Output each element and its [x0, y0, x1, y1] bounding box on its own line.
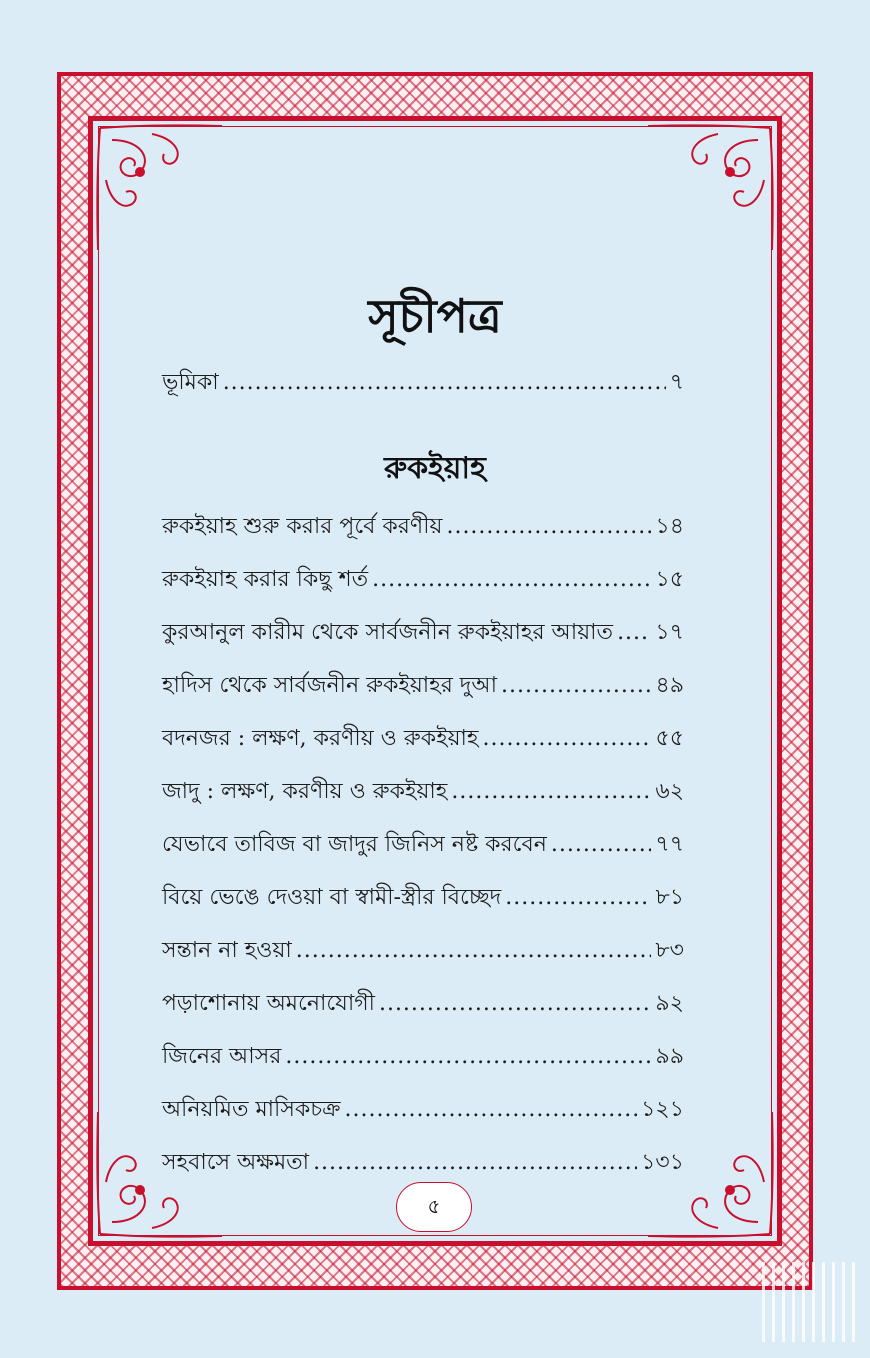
toc-entry — [162, 1095, 684, 1125]
toc-entry-title: হাদিস থেকে সার্বজনীন রুকইয়াহর দুআ — [162, 673, 498, 698]
toc-entry — [162, 777, 684, 807]
toc-entry-title: সন্তান না হওয়া — [162, 938, 292, 963]
toc-entry-title: রুকইয়াহ শুরু করার পূর্বে করণীয় — [162, 514, 443, 539]
toc-entry-title: জিনের আসর — [162, 1044, 282, 1069]
toc-leader-dots — [296, 936, 652, 966]
toc-entry-page: ১৭ — [655, 620, 684, 645]
toc-entry-title: জাদু : লক্ষণ, করণীয় ও রুকইয়াহ — [162, 779, 448, 804]
toc-entry-page: ১৫ — [655, 567, 684, 592]
corner-flourish-icon — [638, 120, 778, 260]
toc-entry — [162, 1148, 684, 1178]
page-title: সূচীপত্র — [368, 289, 502, 343]
toc-entry — [162, 671, 684, 701]
toc-entry-title: যেভাবে তাবিজ বা জাদুর জিনিস নষ্ট করবেন — [162, 832, 547, 857]
toc-entry-title: কুরআনুল কারীম থেকে সার্বজনীন রুকইয়াহর আয়াত — [162, 620, 614, 645]
toc-leader-dots — [551, 830, 652, 860]
toc-entry-title: বদনজর : লক্ষণ, করণীয় ও রুকইয়াহ — [162, 726, 479, 751]
toc-entry — [162, 724, 684, 754]
toc-entry-page: ৮১ — [655, 885, 684, 910]
toc-entry-page: ৯২ — [655, 991, 684, 1016]
toc-entry-page: ১৪ — [655, 514, 684, 539]
toc-entry-page: ৯৯ — [655, 1044, 684, 1069]
toc-entry — [162, 936, 684, 966]
section-title: রুকইয়াহ — [384, 451, 486, 486]
toc-entry-title: ভূমিকা — [162, 370, 219, 395]
scan-artifact — [762, 1262, 862, 1342]
toc-leader-dots — [285, 1042, 651, 1072]
toc-entry — [162, 512, 684, 542]
toc-entry-intro — [162, 368, 684, 398]
toc-entry — [162, 989, 684, 1019]
toc-entry-title: রুকইয়াহ করার কিছু শর্ত — [162, 567, 369, 592]
toc-leader-dots — [482, 724, 651, 754]
toc-leader-dots — [223, 368, 666, 398]
toc-entry-page: ৬২ — [655, 779, 684, 804]
toc-entry — [162, 565, 684, 595]
toc-entry-page: ৮৩ — [655, 938, 684, 963]
toc-entry — [162, 883, 684, 913]
toc-leader-dots — [501, 671, 651, 701]
toc-leader-dots — [379, 989, 651, 1019]
toc-entry — [162, 1042, 684, 1072]
toc-leader-dots — [451, 777, 651, 807]
toc-entry-page: ৪৯ — [655, 673, 684, 698]
toc-entry-title: সহবাসে অক্ষমতা — [162, 1150, 310, 1175]
toc-entry-title: বিয়ে ভেঙে দেওয়া বা স্বামী-স্ত্রীর বিচ্ছেদ — [162, 885, 502, 910]
page-number: ৫ — [396, 1182, 472, 1232]
toc-entry-page: ৭ — [669, 370, 684, 395]
toc-entry-page: ১৩১ — [641, 1150, 684, 1175]
toc-leader-dots — [617, 618, 651, 648]
toc-entry-page: ৫৫ — [655, 726, 684, 751]
toc-leader-dots — [372, 565, 651, 595]
toc-leader-dots — [505, 883, 651, 913]
corner-flourish-icon — [92, 120, 232, 260]
toc-leader-dots — [345, 1095, 638, 1125]
toc-entry — [162, 830, 684, 860]
toc-leader-dots — [313, 1148, 637, 1178]
toc-leader-dots — [446, 512, 651, 542]
toc-entry-page: ১২১ — [641, 1097, 684, 1122]
toc-entry-title: পড়াশোনায় অমনোযোগী — [162, 991, 375, 1016]
toc-entry-title: অনিয়মিত মাসিকচক্র — [162, 1097, 341, 1122]
toc-entry — [162, 618, 684, 648]
toc-entry-page: ৭৭ — [655, 832, 684, 857]
